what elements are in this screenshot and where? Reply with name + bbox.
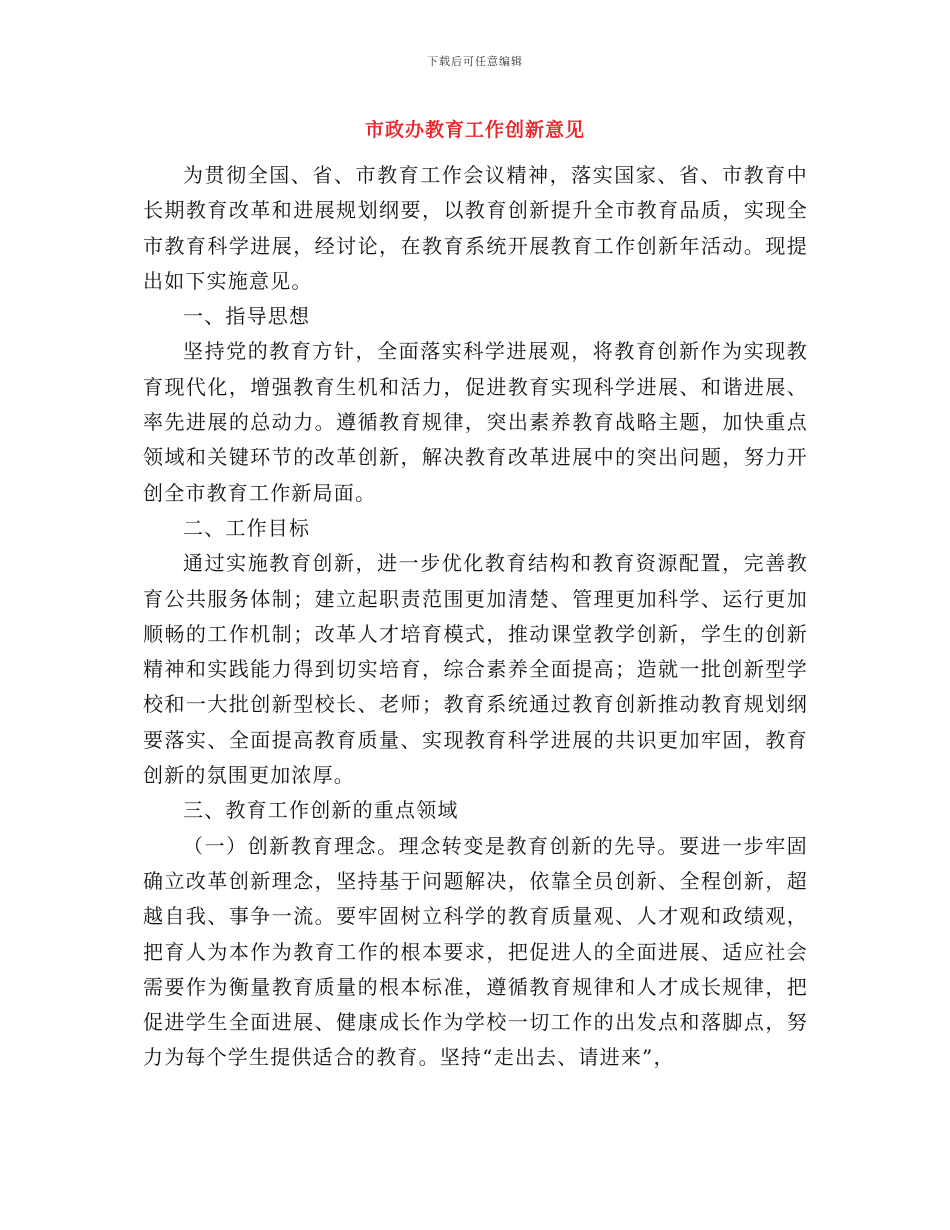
document-title: 市政办教育工作创新意见: [364, 119, 585, 141]
section-paragraph-key-areas: （一）创新教育理念。理念转变是教育创新的先导。要进一步牢固确立改革创新理念，坚持基于问题解决，依靠全员创新、全程创新，超越自我、事争一流。要牢固树立科学的教育质量观、人才观和政绩观，把育人为本作为教育工作的根本要求，把促进人的全面进展、适应社会需要作为衡量教育质量的根本标准，遵循教育规律和人才成长规律，把促进学生全面进展、健康成长作为学校一切工作的出发点和落脚点，努力为每个学生提供适合的教育。坚持“走出去、请进来”，: [143, 833, 808, 1070]
section-heading-guiding-ideology: 一、指导思想: [183, 304, 311, 329]
section-heading-key-areas: 三、教育工作创新的重点领域: [183, 798, 459, 823]
section-paragraph-work-goals: 通过实施教育创新，进一步优化教育结构和教育资源配置，完善教育公共服务体制；建立起职责范围更加清楚、管理更加科学、运行更加顺畅的工作机制；改革人才培育模式，推动课堂教学创新，学生的创新精神和实践能力得到切实培育，综合素养全面提高；造就一批创新型学校和一大批创新型校长、老师；教育系统通过教育创新推动教育规划纲要落实、全面提高教育质量、实现教育科学进展的共识更加牢固，教育创新的氛围更加浓厚。: [143, 551, 808, 788]
section-paragraph-guiding-ideology: 坚持党的教育方针，全面落实科学进展观，将教育创新作为实现教育现代化，增强教育生机和活力，促进教育实现科学进展、和谐进展、率先进展的总动力。遵循教育规律，突出素养教育战略主题，加快重点领域和关键环节的改革创新，解决教育改革进展中的突出问题，努力开创全市教育工作新局面。: [143, 339, 808, 505]
section-heading-work-goals: 二、工作目标: [183, 515, 311, 540]
header-note: 下载后可任意编辑: [427, 55, 523, 68]
document-body: [143, 158, 808, 1076]
intro-paragraph: 为贯彻全国、省、市教育工作会议精神，落实国家、省、市教育中长期教育改革和进展规划纲要，以教育创新提升全市教育品质，实现全市教育科学进展，经讨论，在教育系统开展教育工作创新年活动。现提出如下实施意见。: [143, 163, 808, 293]
